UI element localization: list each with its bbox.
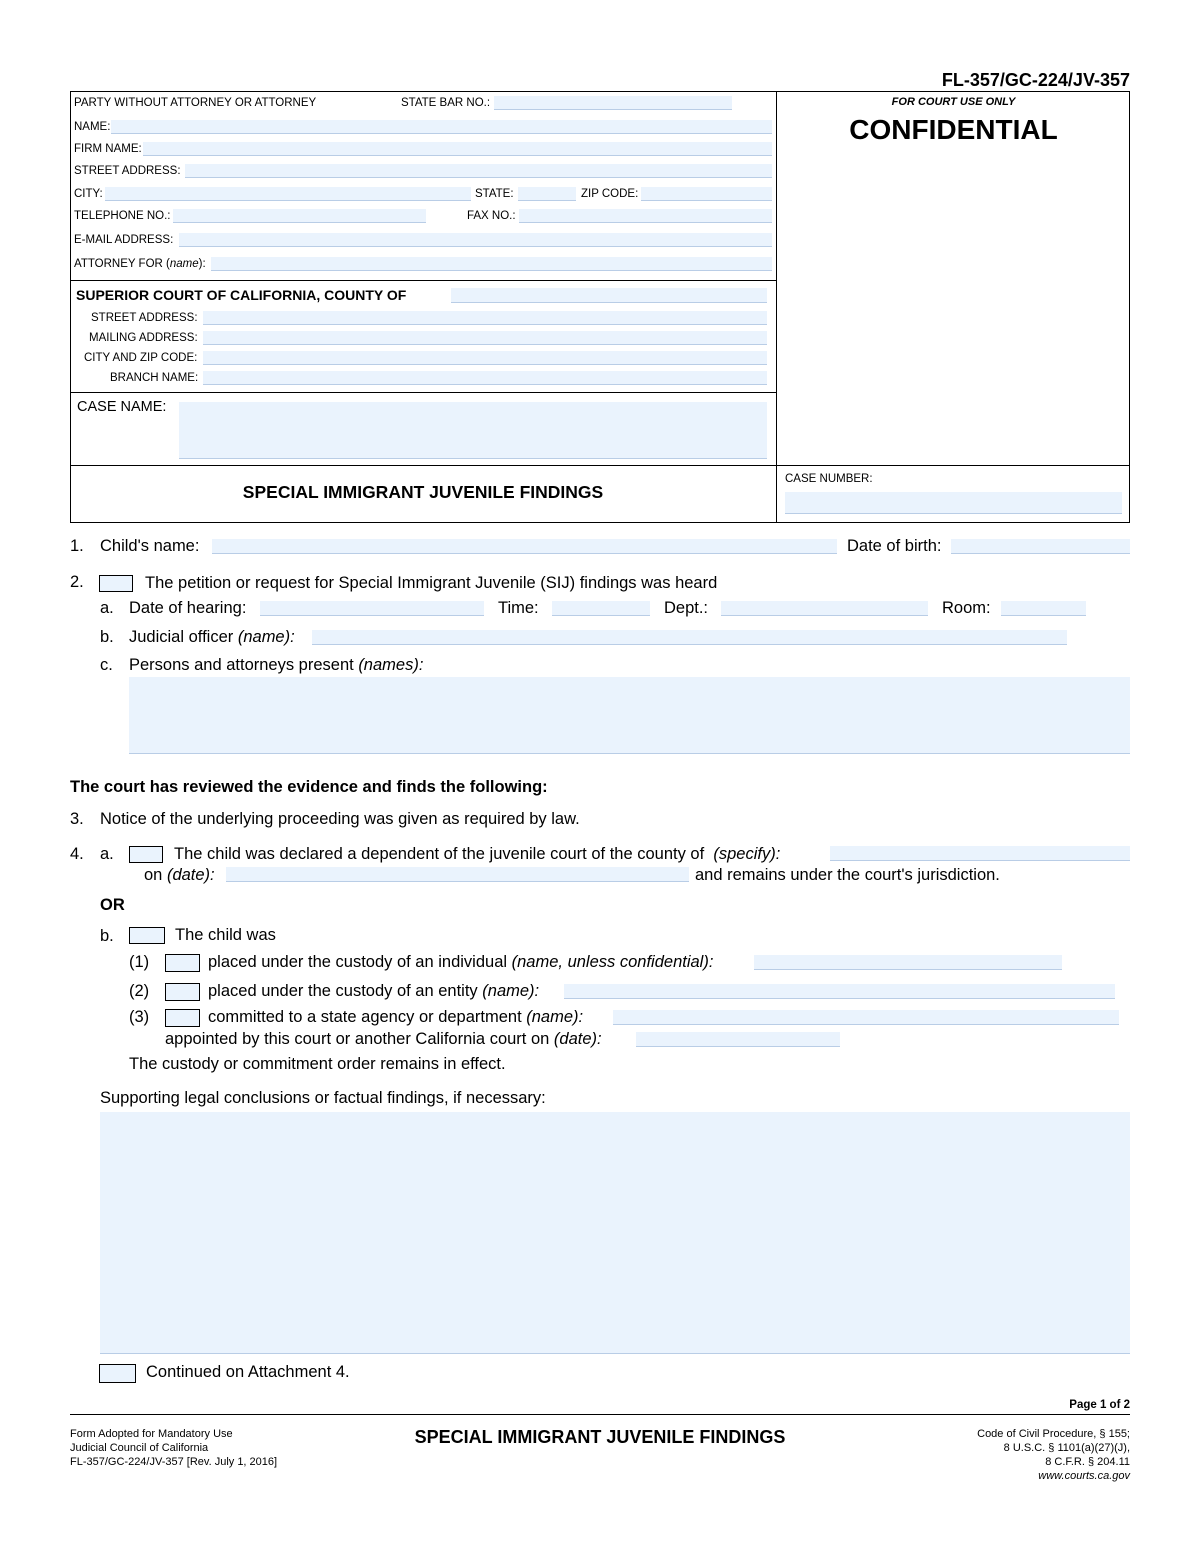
item4b-checkbox[interactable] bbox=[129, 927, 165, 944]
caption-divider-title bbox=[70, 465, 1130, 466]
appointed-text: appointed by this court or another California court on (date): bbox=[165, 1030, 602, 1048]
zip-code-field[interactable] bbox=[641, 187, 772, 201]
state-bar-label: STATE BAR NO.: bbox=[401, 97, 491, 109]
court-mailing-label: MAILING ADDRESS: bbox=[89, 332, 198, 344]
item3-number: 3. bbox=[70, 810, 84, 828]
caption-divider-court bbox=[70, 392, 777, 393]
item4b3-number: (3) bbox=[129, 1008, 150, 1026]
email-field[interactable] bbox=[179, 233, 772, 247]
dob-label: Date of birth: bbox=[847, 537, 942, 555]
state-bar-field[interactable] bbox=[494, 96, 732, 110]
item4b-text: The child was bbox=[175, 926, 276, 944]
custody-text: The custody or commitment order remains in effect. bbox=[129, 1055, 506, 1073]
confidential-label: CONFIDENTIAL bbox=[849, 114, 1058, 145]
court-mailing-field[interactable] bbox=[203, 331, 767, 345]
item4a-date-field[interactable] bbox=[226, 867, 689, 882]
agency-name-field[interactable] bbox=[613, 1010, 1119, 1025]
court-branch-field[interactable] bbox=[203, 371, 767, 385]
email-label: E-MAIL ADDRESS: bbox=[74, 234, 174, 246]
footer-adopted: Form Adopted for Mandatory Use bbox=[70, 1428, 233, 1440]
case-name-field[interactable] bbox=[179, 402, 767, 459]
attorney-for-label: ATTORNEY FOR (name): bbox=[74, 258, 206, 270]
party-header-label: PARTY WITHOUT ATTORNEY OR ATTORNEY bbox=[74, 97, 317, 109]
court-city-zip-field[interactable] bbox=[203, 351, 767, 365]
footer-form-rev: FL-357/GC-224/JV-357 [Rev. July 1, 2016] bbox=[70, 1456, 278, 1468]
item4b1-number: (1) bbox=[129, 953, 150, 971]
firm-name-label: FIRM NAME: bbox=[74, 143, 142, 155]
entity-name-field[interactable] bbox=[564, 984, 1115, 999]
item4a-text: The child was declared a dependent of the juvenile court of the county of (specify): bbox=[174, 845, 781, 863]
hearing-date-field[interactable] bbox=[260, 601, 484, 616]
fax-label: FAX NO.: bbox=[467, 210, 516, 222]
item4a-letter: a. bbox=[100, 845, 114, 863]
item4b3-checkbox[interactable] bbox=[165, 1009, 200, 1027]
form-id: FL-357/GC-224/JV-357 bbox=[941, 70, 1130, 90]
city-field[interactable] bbox=[105, 187, 471, 201]
form-title: SPECIAL IMMIGRANT JUVENILE FINDINGS bbox=[242, 482, 604, 502]
footer-citation-cfr: 8 C.F.R. § 204.11 bbox=[1045, 1456, 1130, 1468]
hearing-time-field[interactable] bbox=[552, 601, 650, 616]
court-branch-label: BRANCH NAME: bbox=[110, 372, 199, 384]
item2c-letter: c. bbox=[100, 656, 113, 674]
state-field[interactable] bbox=[518, 187, 576, 201]
case-name-label: CASE NAME: bbox=[77, 399, 167, 415]
case-number-label: CASE NUMBER: bbox=[785, 473, 873, 485]
continued-checkbox[interactable] bbox=[99, 1364, 136, 1383]
item4b3-text: committed to a state agency or department (name): bbox=[208, 1008, 584, 1026]
firm-name-field[interactable] bbox=[143, 142, 772, 156]
item4b2-text: placed under the custody of an entity (name): bbox=[208, 982, 540, 1000]
footer-website-link[interactable]: www.courts.ca.gov bbox=[1038, 1470, 1130, 1482]
fax-field[interactable] bbox=[519, 209, 772, 223]
name-label: NAME: bbox=[74, 121, 111, 133]
persons-present-field[interactable] bbox=[129, 677, 1130, 754]
item4-number: 4. bbox=[70, 845, 84, 863]
item4b1-text: placed under the custody of an individual (name, unless confidential): bbox=[208, 953, 714, 971]
item2-text: The petition or request for Special Immigrant Juvenile (SIJ) findings was heard bbox=[145, 574, 718, 592]
court-street-field[interactable] bbox=[203, 311, 767, 325]
state-label: STATE: bbox=[475, 188, 514, 200]
court-heading: SUPERIOR COURT OF CALIFORNIA, COUNTY OF bbox=[76, 287, 407, 303]
caption-divider-party bbox=[70, 280, 777, 281]
judicial-officer-field[interactable] bbox=[312, 630, 1067, 645]
item4b1-checkbox[interactable] bbox=[165, 954, 200, 972]
judicial-officer-label: Judicial officer (name): bbox=[129, 628, 295, 646]
court-use-label: FOR COURT USE ONLY bbox=[891, 96, 1016, 108]
footer-council: Judicial Council of California bbox=[70, 1442, 209, 1454]
telephone-label: TELEPHONE NO.: bbox=[74, 210, 171, 222]
item4b2-checkbox[interactable] bbox=[165, 983, 200, 1001]
continued-label: Continued on Attachment 4. bbox=[146, 1363, 350, 1381]
childs-name-label: Child's name: bbox=[100, 537, 200, 555]
persons-present-label: Persons and attorneys present (names): bbox=[129, 656, 424, 674]
or-label: OR bbox=[100, 896, 125, 914]
item1-number: 1. bbox=[70, 537, 84, 555]
footer-right bbox=[977, 1427, 1130, 1483]
street-address-field[interactable] bbox=[185, 164, 772, 178]
item4a-checkbox[interactable] bbox=[129, 846, 163, 863]
findings-heading: The court has reviewed the evidence and finds the following: bbox=[70, 778, 548, 796]
attorney-for-field[interactable] bbox=[211, 257, 772, 271]
hearing-dept-label: Dept.: bbox=[664, 599, 709, 617]
page-number: Page 1 of 2 bbox=[1069, 1399, 1130, 1411]
appointed-date-field[interactable] bbox=[636, 1032, 840, 1047]
dob-field[interactable] bbox=[951, 539, 1130, 554]
name-field[interactable] bbox=[111, 120, 772, 134]
street-address-label: STREET ADDRESS: bbox=[74, 165, 181, 177]
childs-name-field[interactable] bbox=[212, 539, 837, 554]
supporting-findings-field[interactable] bbox=[100, 1112, 1130, 1354]
caption-vertical-divider bbox=[776, 91, 777, 523]
county-specify-field[interactable] bbox=[830, 846, 1130, 861]
footer-citation-usc: 8 U.S.C. § 1101(a)(27)(J), bbox=[1003, 1442, 1130, 1454]
footer-left bbox=[70, 1427, 277, 1469]
item4b2-number: (2) bbox=[129, 982, 150, 1000]
hearing-dept-field[interactable] bbox=[721, 601, 928, 616]
court-city-zip-label: CITY AND ZIP CODE: bbox=[84, 352, 198, 364]
hearing-time-label: Time: bbox=[498, 599, 539, 617]
city-label: CITY: bbox=[74, 188, 103, 200]
case-number-field[interactable] bbox=[785, 492, 1122, 514]
telephone-field[interactable] bbox=[173, 209, 426, 223]
footer-rule bbox=[70, 1414, 1130, 1415]
item4a-remains-text: and remains under the court's jurisdiction. bbox=[695, 866, 1000, 884]
item2-number: 2. bbox=[70, 573, 84, 591]
county-field[interactable] bbox=[451, 288, 767, 303]
hearing-room-field[interactable] bbox=[1001, 601, 1086, 616]
hearing-room-label: Room: bbox=[942, 599, 991, 617]
item2b-letter: b. bbox=[100, 628, 114, 646]
hearing-date-label: Date of hearing: bbox=[129, 599, 247, 617]
footer-title: SPECIAL IMMIGRANT JUVENILE FINDINGS bbox=[414, 1427, 786, 1447]
individual-name-field[interactable] bbox=[754, 955, 1062, 970]
zip-code-label: ZIP CODE: bbox=[581, 188, 639, 200]
item4b-letter: b. bbox=[100, 927, 114, 945]
item4a-on-label: on (date): bbox=[144, 866, 215, 884]
item2a-letter: a. bbox=[100, 599, 114, 617]
court-street-label: STREET ADDRESS: bbox=[91, 312, 198, 324]
footer-citation-ccp: Code of Civil Procedure, § 155; bbox=[977, 1428, 1130, 1440]
supporting-label: Supporting legal conclusions or factual findings, if necessary: bbox=[100, 1089, 546, 1107]
item2-checkbox[interactable] bbox=[99, 575, 133, 592]
item3-text: Notice of the underlying proceeding was given as required by law. bbox=[100, 810, 580, 828]
